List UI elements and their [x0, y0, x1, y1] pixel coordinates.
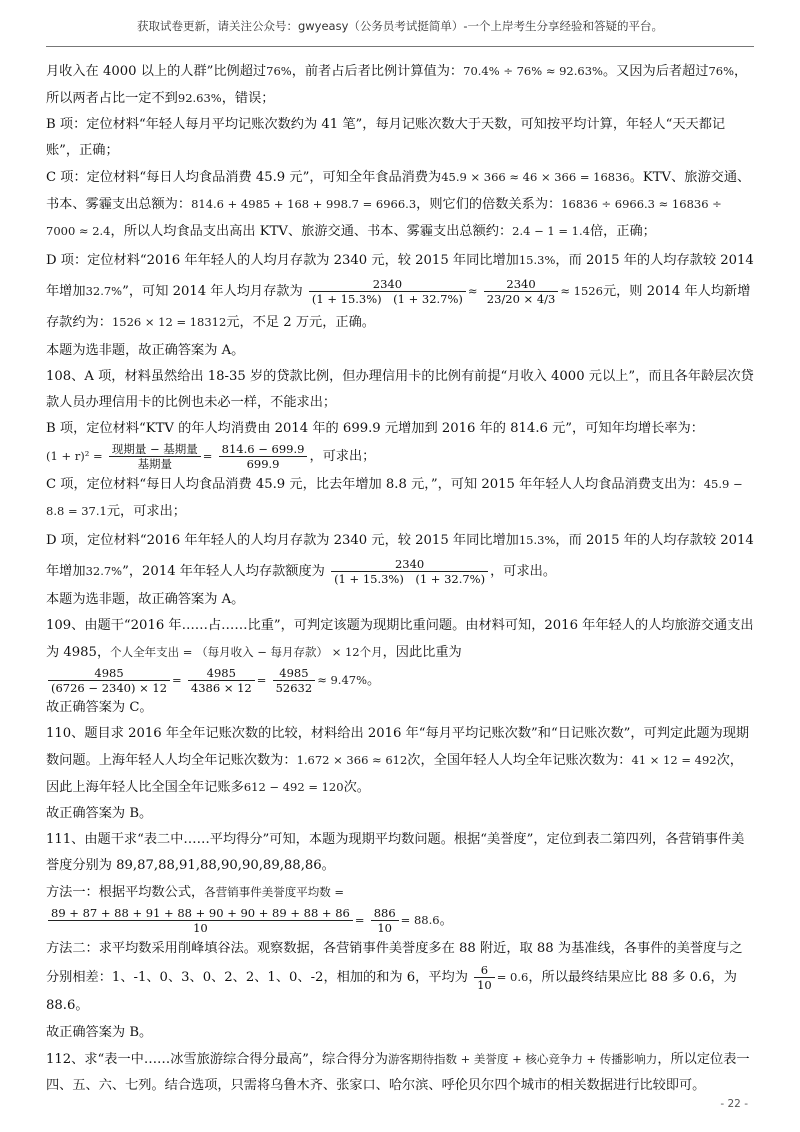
answer-109: 故正确答案为 C。 — [46, 700, 153, 715]
paragraph-111-method-1: 方法一：根据平均数公式，各营销事件美誉度平均数 = $\frac{89 + 87 + 88 + 91 + 88 + 90 + 90 + 89 + 88 + 86}{10}$ = $\frac{886}{10}$ = 88.6。 — [46, 885, 453, 935]
fraction: $\frac{2340}{(1 + 15.3\%) (1 + 32.7\%)}$ — [309, 277, 466, 306]
answer-107: 本题为选非题，故正确答案为 A。 — [46, 343, 245, 358]
fraction: $\frac{814.6 - 699.9}{699.9}$ — [219, 442, 308, 471]
paragraph-111: 111、由题干求“表二中……平均得分”可知，本题为现期平均数问题。根据“美誉度”，定位到表二第四列，各营销事件美誉度分别为 89,87,88,91,88,90,90,89,88,86。 — [46, 832, 745, 873]
answer-111: 故正确答案为 B。 — [46, 1025, 153, 1040]
paragraph-option-c: C 项：定位材料“每日人均食品消费 45.9 元”，可知全年食品消费为45.9 × 366 ≈ 46 × 366 = 16836。KTV、旅游交通、书本、雾霾支出总额为：814.6 + 4985 + 168 + 998.7 = 6966.3，则它们的倍数关系为：16836 ÷ 6966.3 ≈ 16836 ÷ 7000 ≈ 2.4，所以人均食品支出高出 KTV、旅游交通、书本、雾霾支出总额约：2.4 − 1 = 1.4倍，正确； — [46, 170, 751, 239]
fraction: $\frac{886}{10}$ — [371, 906, 399, 935]
paragraph-108-c: C 项，定位材料“每日人均食品消费 45.9 元，比去年增加 8.8 元，”，可知 2015 年年轻人人均食品消费支出为：45.9 − 8.8 = 37.1元，可求出； — [46, 477, 743, 519]
paragraph-110: 110、题目求 2016 年全年记账次数的比较，材料给出 2016 年“每月平均记账次数”和“日记账次数”，可判定此题为现期数问题。上海年轻人人均全年记账次数为：1.672 × 366 ≈ 612次，全国年轻人人均全年记账次数为：41 × 12 = 492次，因此上海年轻人比全国全年记账多612 − 492 = 120次。 — [46, 726, 750, 795]
answer-110: 故正确答案为 B。 — [46, 806, 153, 821]
fraction: $\frac{2340}{(1 + 15.3\%) (1 + 32.7\%)}$ — [331, 557, 488, 586]
fraction: $\frac{4985}{(6726 - 2340) \times 12}$ — [48, 666, 170, 695]
fraction: $\frac{4985}{52632}$ — [273, 666, 316, 695]
page-header — [0, 0, 800, 46]
page-number: - 22 - — [720, 1098, 748, 1110]
paragraph-112: 112、求“表一中……冰雪旅游综合得分最高”，综合得分为游客期待指数 + 美誉度 + 核心竞争力 + 传播影响力，所以定位表一四、五、六、七列。结合选项，只需将乌鲁木齐、张家口、哈尔滨、呼伦贝尔四个城市的相关数据进行比较即可。 — [46, 1052, 750, 1093]
header-notice: 获取试卷更新，请关注公众号：gwyeasy（公务员考试挺简单）-一个上岸考生分享经验和答疑的平台。 — [136, 19, 664, 33]
header-divider — [46, 46, 754, 47]
paragraph-111-method-2: 方法二：求平均数采用削峰填谷法。观察数据，各营销事件美誉度多在 88 附近，取 88 为基准线，各事件的美誉度与之分别相差：1、-1、0、3、0、2、2、1、0、-2，相加的和为 6，平均为 $\frac{6}{10}$ = 0.6，所以最终结果应比 88 多 0.6，为 88.6。 — [46, 941, 743, 1013]
paragraph-108-d: D 项，定位材料“2016 年年轻人的人均月存款为 2340 元，较 2015 年同比增加15.3%，而 2015 年的人均存款较 2014 年增加32.7%”，2014 年年轻人人均存款额度为 $\frac{2340}{(1 + 15.3\%) (1 + 32.7\%)}$ ，可求出。 — [46, 533, 754, 586]
paragraph-108-b: B 项，定位材料“KTV 的年人均消费由 2014 年的 699.9 元增加到 2016 年的 814.6 元”，可知年均增长率为： (1 + r)² = $\frac{\text{现期量 − 基期量}}{\text{基期量}}$ = $\frac{814.6 - 699.9}{699.9}$ ，可求出； — [46, 421, 704, 471]
answer-108: 本题为选非题，故正确答案为 A。 — [46, 592, 245, 607]
paragraph-108-a: 108、A 项，材料虽然给出 18-35 岁的贷款比例，但办理信用卡的比例有前提“月收入 4000 元以上”，而且各年龄层次贷款人员办理信用卡的比例也未必一样，不能求出； — [46, 369, 754, 410]
paragraph-109: 109、由题干“2016 年……占……比重”，可判定该题为现期比重问题。由材料可知，2016 年年轻人的人均旅游交通支出为 4985，个人全年支出 = （每月收入 − 每月存款） × 12个月，因此比重为 $\frac{4985}{(6726 - 2340) \times 12}$ = $\frac{4985}{4386 \times 12}$ = $\frac{4985}{52632}$ ≈ 9.47%。 — [46, 618, 754, 695]
fraction: $\frac{89 + 87 + 88 + 91 + 88 + 90 + 90 + 89 + 88 + 86}{10}$ — [48, 906, 353, 935]
fraction: $\frac{4985}{4386 \times 12}$ — [188, 666, 255, 695]
fraction: $\frac{2340}{23/20 \times 4/3}$ — [484, 277, 559, 306]
fraction: $\frac{6}{10}$ — [474, 963, 495, 992]
paragraph-option-b: B 项：定位材料“年轻人每月平均记账次数约为 41 笔”，每月记账次数大于天数，可知按平均计算，年轻人“天天都记账”，正确； — [46, 117, 726, 158]
fraction: $\frac{\text{现期量 − 基期量}}{\text{基期量}}$ — [109, 442, 201, 471]
paragraph-option-a-conclusion: 月收入在 4000 以上的人群”比例超过76%，前者占后者比例计算值为：70.4% ÷ 76% ≈ 92.63%。又因为后者超过76%， 所以两者占比一定不到92.63%，错误； — [46, 64, 748, 106]
paragraph-option-d: D 项：定位材料“2016 年年轻人的人均月存款为 2340 元，较 2015 年同比增加15.3%，而 2015 年的人均存款较 2014 年增加32.7%”，可知 2014 年人均月存款为 $\frac{2340}{(1 + 15.3\%) (1 + 32.7\%)}$ ≈ $\frac{2340}{23/20 \times 4/3}$ ≈ 1526元，则 2014 年人均新增存款约为：1526 × 12 = 18312元，不足 2 万元，正确。 — [46, 253, 754, 330]
solution-text — [46, 58, 754, 1099]
